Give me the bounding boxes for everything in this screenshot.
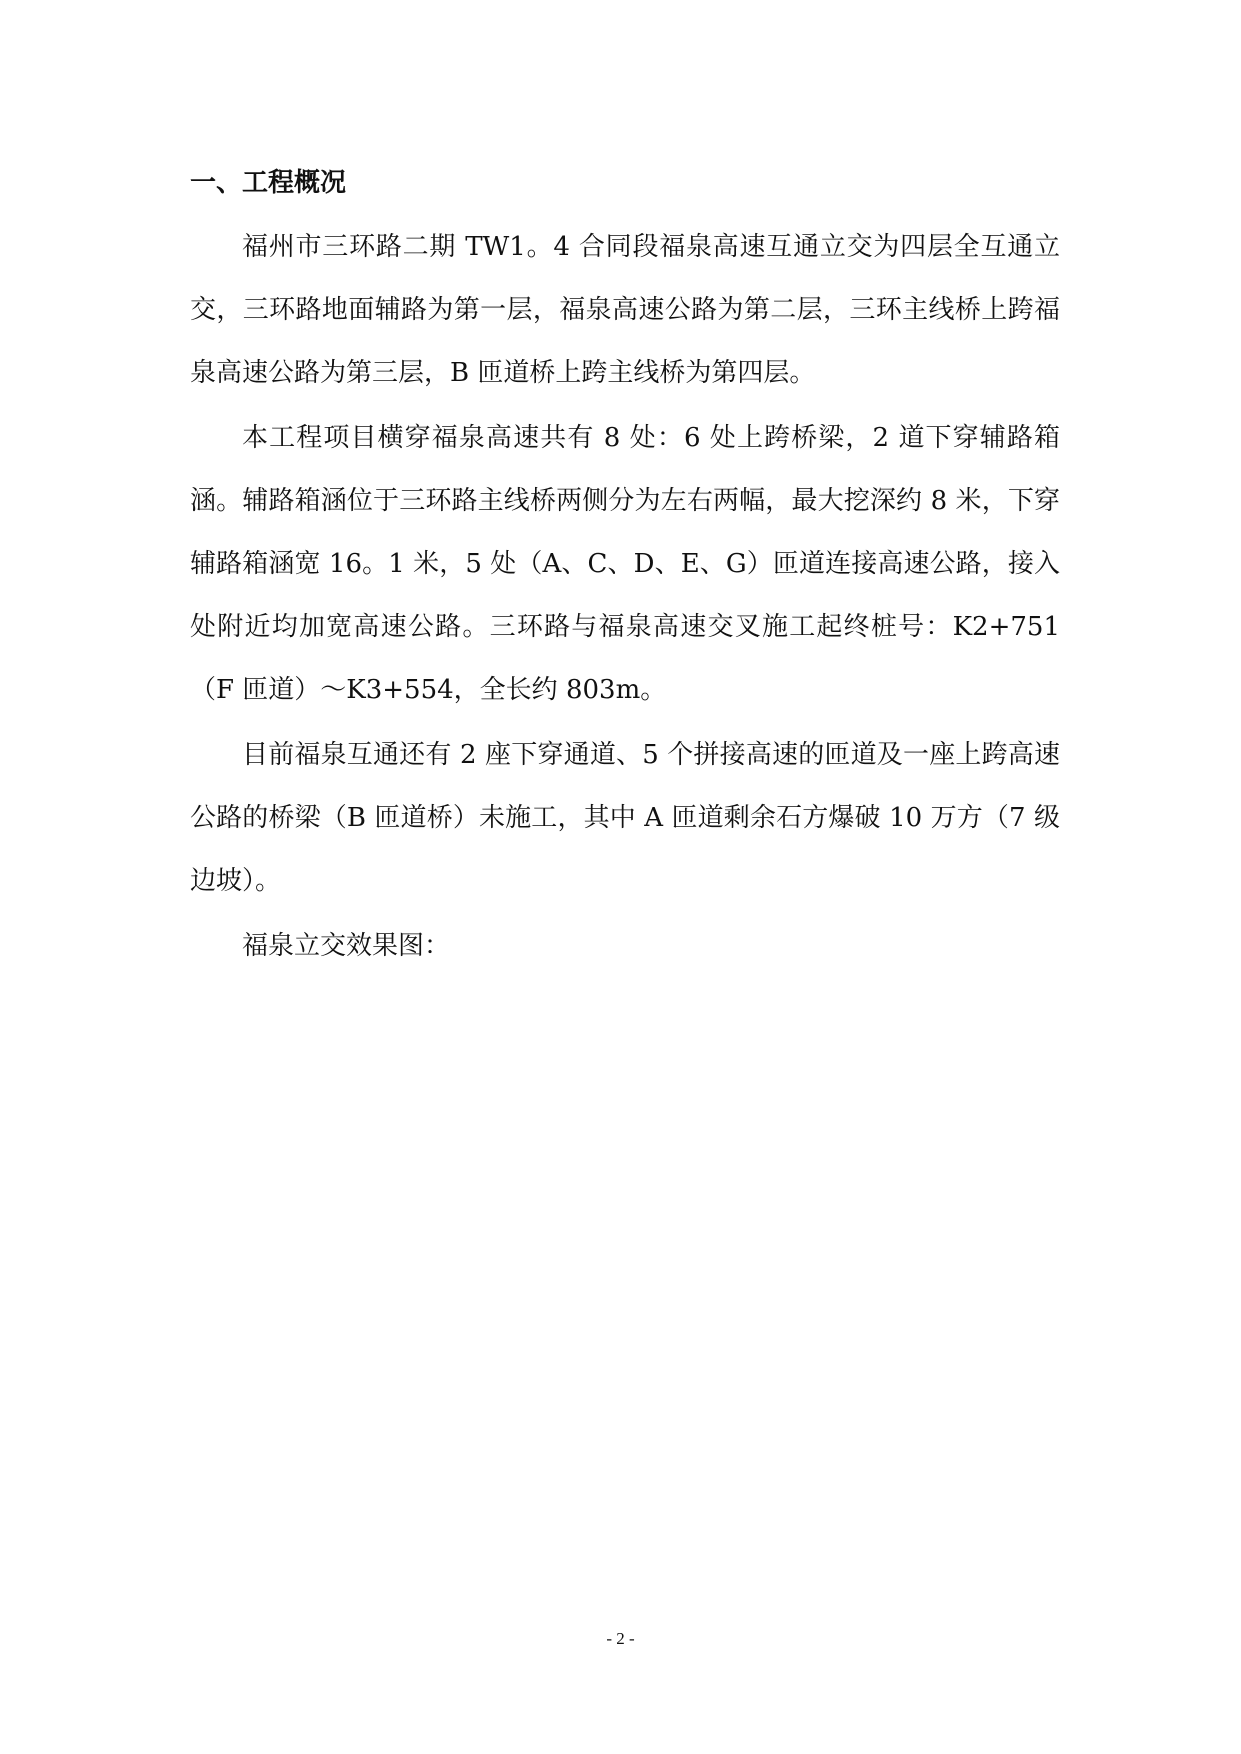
section-heading: 一、工程概况	[190, 168, 347, 198]
paragraph-status: 目前福泉互通还有 2 座下穿通道、5 个拼接高速的匝道及一座上跨高速公路的桥梁（B 匝道桥）未施工，其中 A 匝道剩余石方爆破 10 万方（7 级边坡）。	[190, 740, 1060, 896]
document-body	[190, 160, 1060, 978]
paragraph-crossings: 本工程项目横穿福泉高速共有 8 处：6 处上跨桥梁，2 道下穿辅路箱涵。辅路箱涵位于三环路主线桥两侧分为左右两幅，最大挖深约 8 米，下穿辅路箱涵宽 16。1 米，5 处（A、C、D、E、G）匝道连接高速公路，接入处附近均加宽高速公路。三环路与福泉高速交叉施工起终桩号：K2+751（F 匝道）～K3+554，全长约 803m。	[190, 423, 1060, 705]
paragraph-overview: 福州市三环路二期 TW1。4 合同段福泉高速互通立交为四层全互通立交，三环路地面辅路为第一层，福泉高速公路为第二层，三环主线桥上跨福泉高速公路为第三层，B 匝道桥上跨主线桥为第四层。	[190, 232, 1060, 388]
page-number: - 2 -	[606, 1629, 635, 1648]
paragraph-figure-caption: 福泉立交效果图：	[242, 931, 451, 961]
